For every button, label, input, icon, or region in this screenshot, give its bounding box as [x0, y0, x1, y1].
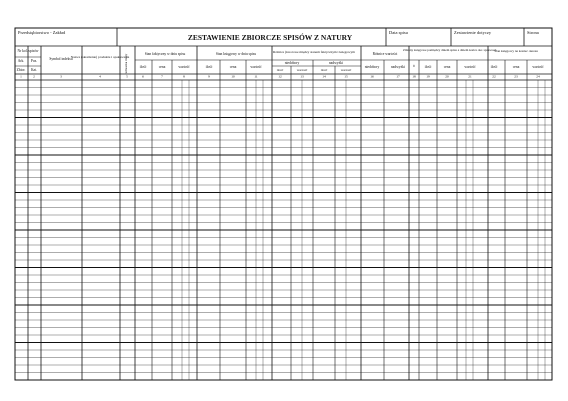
summary-label: Zestawienie dotyczy [454, 30, 492, 35]
col-number: 18 [412, 74, 416, 79]
column-number-row [20, 75, 540, 79]
col-header-nazwa: Nazwa (określenie) produktu i opakowania [70, 55, 130, 59]
col-header-ark: Ark. [17, 59, 25, 63]
col-header-rw-niedobory: niedobory [364, 65, 380, 69]
col-number: 17 [396, 74, 400, 79]
col-number: 20 [445, 74, 449, 79]
col-header-nr-spisow: Nr kol. spisów [17, 49, 39, 53]
col-number: 6 [142, 74, 144, 79]
col-number: 22 [492, 74, 496, 79]
col-header-stan-ksiegowy-wartosc: wartość [250, 65, 262, 69]
col-number: 21 [468, 74, 472, 79]
col-header-jm: Jednostka miary [124, 53, 128, 75]
form-title: ZESTAWIENIE ZBIORCZE SPISÓW Z NATURY [187, 33, 353, 42]
col-number: 1 [20, 74, 22, 79]
col-header-nadwyzki-wartosc: wartość [340, 68, 352, 72]
col-header-zbior: Zbior. [16, 68, 26, 72]
col-header-nadwyzki-ilosc: ilość [320, 68, 328, 72]
col-header-koniec-ilosc: ilość [490, 65, 498, 69]
col-number: 23 [514, 74, 518, 79]
col-header-poz: Poz. [30, 59, 38, 63]
col-header-stan-faktyczny-ilosc: ilość [139, 65, 147, 69]
col-header-symbol: Symbol indeksu [49, 57, 73, 61]
col-number: 24 [536, 74, 540, 79]
col-number: 15 [344, 74, 348, 79]
date-label: Data spisu [389, 30, 408, 35]
col-header-roznice: Różnice (kwotowe między stanem faktycznym i księgowym [273, 50, 355, 54]
col-number: 13 [300, 74, 304, 79]
col-number: 2 [33, 74, 35, 79]
col-header-stan-faktyczny-cena: cena [158, 65, 166, 69]
col-header-niedobory-group: niedobory [284, 61, 300, 65]
col-header-koniec-wartosc: wartość [532, 65, 544, 69]
col-header-stan-ksiegowy: Stan księgowy w dniu spisu [215, 52, 257, 56]
col-header-stan-koniec: Stan księgowy na koniec okresu [494, 49, 538, 53]
col-header-nadwyzki-group: nadwyżki [329, 61, 343, 65]
col-number: 19 [426, 74, 430, 79]
col-header-zmiany: Zmiany księgowe pomiędzy dniem spisu a dniem końca okr. sprawozd. [402, 48, 498, 52]
form-frame [15, 28, 552, 380]
col-header-niedobory-wartosc: wartość [296, 68, 308, 72]
col-number: 7 [161, 74, 163, 79]
col-number: 4 [99, 74, 101, 79]
col-number: 12 [278, 74, 282, 79]
col-header-niedobory-ilosc: ilość [276, 68, 284, 72]
col-header-zmiany-cena: cena [443, 65, 451, 69]
col-header-stan-ksiegowy-cena: cena [229, 65, 237, 69]
col-header-roznice-wartosci: Różnice wartości [372, 52, 398, 56]
table-grid [15, 46, 552, 380]
col-number: 16 [370, 74, 374, 79]
col-number: 9 [208, 74, 210, 79]
company-label: Przedsiębiorstwo - Zakład [18, 30, 66, 35]
col-header-zmiany-ilosc: ilość [424, 65, 432, 69]
col-number: 10 [231, 74, 235, 79]
col-number: 11 [254, 74, 258, 79]
col-header-rw-nadwyzki: nadwyżki [391, 65, 405, 69]
col-number: 3 [60, 74, 62, 79]
col-number: 8 [183, 74, 185, 79]
col-header-stan-ksiegowy-ilosc: ilość [205, 65, 213, 69]
col-number: 5 [126, 74, 128, 79]
col-header-kat: Kat. [30, 68, 38, 72]
col-header-plus-minus: ± [412, 63, 416, 68]
col-header-koniec-cena: cena [512, 65, 520, 69]
page-label: Strona [527, 30, 539, 35]
col-header-zmiany-wartosc: wartość [464, 65, 476, 69]
col-header-stan-faktyczny-wartosc: wartość [178, 65, 190, 69]
column-headers [17, 48, 544, 74]
col-header-stan-faktyczny: Stan faktyczny w dniu spisu [144, 52, 186, 56]
col-number: 14 [322, 74, 326, 79]
